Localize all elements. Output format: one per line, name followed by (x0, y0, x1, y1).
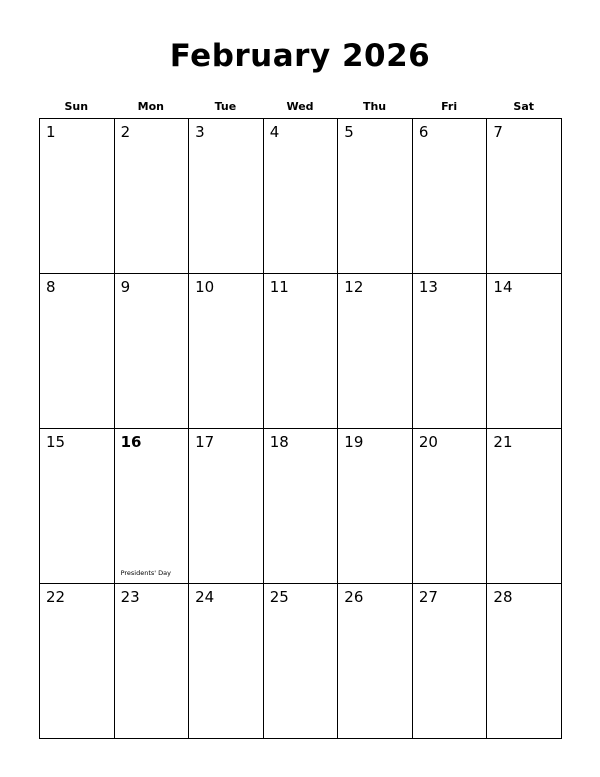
day-cell (189, 274, 264, 429)
day-cell (264, 119, 339, 274)
day-cell (413, 584, 488, 739)
weekday-fri: Fri (441, 100, 458, 113)
day-cell (338, 584, 413, 739)
day-number: 8 (46, 278, 56, 296)
day-number: 13 (418, 278, 438, 296)
day-number: 10 (195, 278, 215, 296)
day-cell (413, 119, 488, 274)
day-cell (413, 429, 488, 584)
day-cell (115, 119, 190, 274)
day-cell (40, 429, 115, 584)
day-number: 25 (269, 588, 289, 606)
day-number: 17 (195, 433, 215, 451)
weekday-sat: Sat (513, 100, 534, 113)
day-cell (487, 274, 562, 429)
weekday-header (39, 98, 561, 116)
day-number: 27 (418, 588, 438, 606)
day-number: 6 (418, 123, 429, 141)
day-number: 28 (493, 588, 513, 606)
day-cell (264, 274, 339, 429)
day-number: 4 (269, 123, 280, 141)
day-number: 11 (269, 278, 289, 296)
day-number: 5 (344, 123, 354, 141)
day-cell (338, 119, 413, 274)
weekday-sun: Sun (64, 100, 89, 113)
day-cell (40, 274, 115, 429)
day-cell (487, 584, 562, 739)
day-cell (487, 429, 562, 584)
weekday-wed: Wed (286, 100, 314, 113)
day-number: 23 (120, 588, 140, 606)
day-cell (189, 119, 264, 274)
day-cell (264, 584, 339, 739)
day-number: 21 (493, 433, 513, 451)
day-number: 22 (46, 588, 66, 606)
day-cell (40, 119, 115, 274)
day-number: 15 (46, 433, 66, 451)
day-number: 12 (344, 278, 364, 296)
day-number: 18 (269, 433, 289, 451)
day-number: 16 (120, 433, 142, 451)
day-number: 2 (120, 123, 131, 141)
weekday-tue: Tue (214, 100, 237, 113)
day-number: 7 (493, 123, 503, 141)
day-number: 19 (344, 433, 364, 451)
day-cell (189, 429, 264, 584)
day-number: 1 (46, 123, 56, 141)
day-cell (115, 584, 190, 739)
day-cell (189, 584, 264, 739)
day-cell (115, 274, 190, 429)
day-cell (413, 274, 488, 429)
day-cell (115, 429, 190, 584)
day-cell (40, 584, 115, 739)
day-cell (338, 429, 413, 584)
day-number: 9 (120, 278, 131, 296)
day-cell (487, 119, 562, 274)
day-number: 14 (493, 278, 513, 296)
day-number: 26 (344, 588, 364, 606)
day-cell (338, 274, 413, 429)
day-number: 3 (195, 123, 205, 141)
day-number: 24 (195, 588, 215, 606)
day-cell (264, 429, 339, 584)
weekday-thu: Thu (362, 100, 387, 113)
calendar-grid (39, 118, 562, 739)
calendar-title: February 2026 (169, 38, 431, 74)
day-number: 20 (418, 433, 438, 451)
weekday-mon: Mon (137, 100, 165, 113)
holiday-note: Presidents' Day (120, 569, 171, 577)
